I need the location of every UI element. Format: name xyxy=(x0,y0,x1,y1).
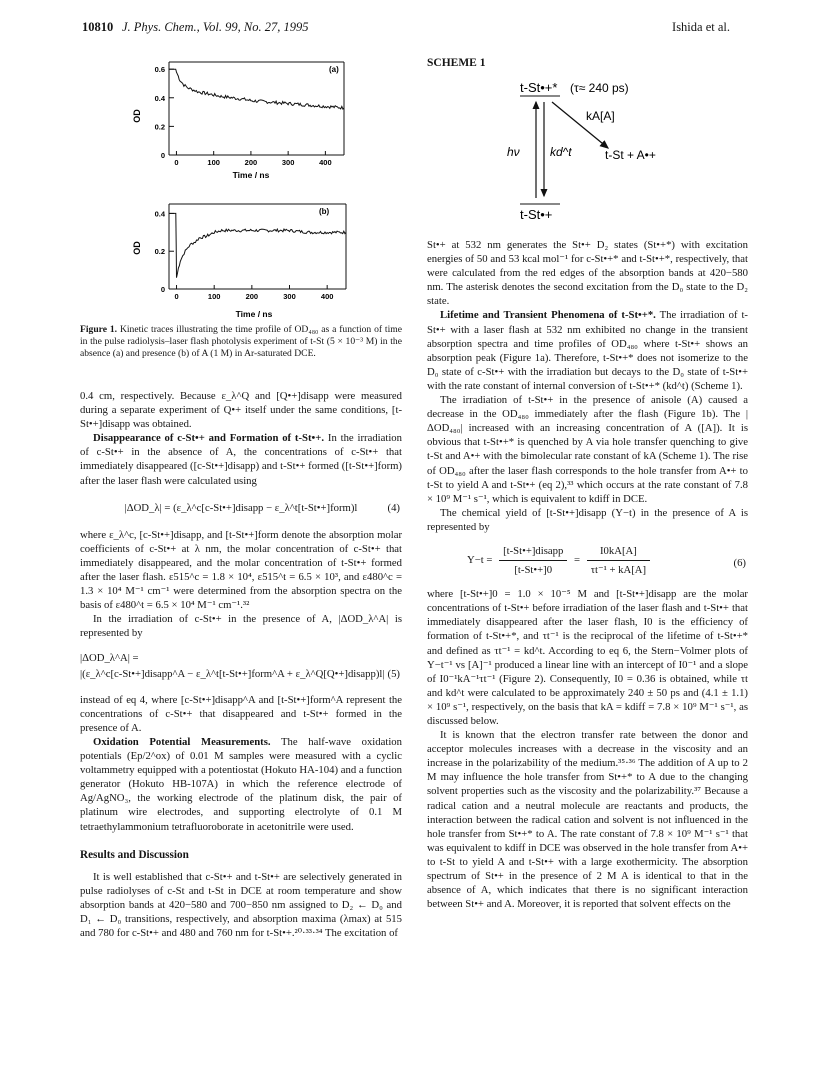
run-in-heading: Lifetime and Transient Phenomena of t-St•+*. xyxy=(440,309,656,322)
y-axis-label: OD xyxy=(132,109,142,123)
paragraph: It is known that the electron transfer rate between the donor and acceptor molecules increases with a decrease in the viscosity and an increase in the polarizability of the medium.³⁵·³⁶ The addition of A up to 2 M may influence the hole transfer from St•+* to A due to the changing solvent properties such as the viscosity and the polarizability.³⁷ Because a radical cation and a neutral molecule are reactants and products, the interaction between the radical cation and solvent is not influenced in the hole transfer from St•+* to A. The rate constant of 7.8 × 10⁹ M⁻¹ s⁻¹ that was equivalent to kdiff in DCE was observed in the hole transfer from A•+ to t-St to yield A and t-St•+ with a large exothermicity. The absorption spectrum of St•+ in the presence of 2 M A is identical to that in the absence of A, which indicates that there is no significant interaction between St•+ and A. Moreover, it is reported that solvent effects on the xyxy=(427,729,748,911)
y-tick-label: 0.4 xyxy=(154,93,165,103)
figure-caption xyxy=(80,324,402,361)
scheme-title-text: SCHEME 1 xyxy=(427,57,486,69)
paragraph-text: In the irradiation of c-St•+ in the absence of A, the concentrations of c-St•+ that immediately disappeared ([c-St•+]disapp) and t-St•+ formed ([t-St•+]form) after the laser flash were calculated using xyxy=(80,432,402,487)
axes-frame xyxy=(169,204,346,289)
y-tick-label: 0.4 xyxy=(154,209,165,219)
x-tick-label: 100 xyxy=(207,158,220,167)
running-header xyxy=(0,20,821,40)
equation-number: (4) xyxy=(387,501,400,514)
x-tick-label: 300 xyxy=(283,292,296,301)
paragraph: The chemical yield of [t-St•+]disapp (Y−t) in the presence of A is represented by xyxy=(427,506,748,533)
od480-trace xyxy=(169,69,344,109)
equation-body: |ΔOD_λ| = (ε_λ^c[c-St•+]disapp − ε_λ^t[t-St•+]form)l xyxy=(124,501,358,514)
y-tick-label: 0.6 xyxy=(154,65,165,75)
eq6-equals: = xyxy=(574,554,581,567)
products-label: t-St + A•+ xyxy=(605,148,656,162)
y-tick-label: 0 xyxy=(160,285,165,294)
equation-number: (6) xyxy=(733,556,746,569)
paragraph: It is well established that c-St•+ and t-St•+ are selectively generated in pulse radiolyses of c-St and t-St in DCE at room temperature and show absorption bands at 420−580 and 700−850 nm assigned to D₂ ← D₀ and D₁ ← D₀ transitions, respectively, and absorption maxima (λmax) at 515 and 780 for c-St•+ and 480 and 760 nm for t-St•+.²⁰·³³·³⁴ The excitation of xyxy=(80,870,402,940)
paragraph-text: The irradiation of t-St•+ with a laser flash at 532 nm exhibited no change in the transient absorption spectra and time profiles of OD₄₈₀ where t-St•+ shows an absorption peak (Figure 1a). Therefore, t-St•+* does not isomerize to the D₀ state of c-St•+ with the irradiation but decays to the D₀ state of t-St•+ with the rate constant of internal conversion of t-St•+* (kd^t) (Scheme 1). xyxy=(427,309,748,392)
x-tick-label: 200 xyxy=(244,158,258,167)
eq6-numerator-2: I0kA[A] xyxy=(587,544,650,561)
paragraph-text: The half-wave oxidation potentials (Ep/2^ox) of 0.01 M samples were measured with a cyclic voltammetry equipped with a potentiostat (Hokuto HA-104) and a function generator (Hokuto HB-107A) in which the reference electrode of Ag/AgNO₃, the working electrode of the platinum disk, the pair of platinum wire electrodes, and supporting electrolyte of 0.1 M tetraethylammonium tetrafluoroborate in acetonitrile were used. xyxy=(80,735,402,833)
run-in-heading: Oxidation Potential Measurements. xyxy=(93,735,271,748)
y-tick-label: 0.2 xyxy=(154,122,165,132)
figure-1a-chart xyxy=(98,54,358,184)
right-column xyxy=(427,238,748,911)
x-axis-label: Time / ns xyxy=(232,170,270,180)
decay-rate-label: kd^t xyxy=(550,145,572,159)
eq6-lhs: Y−t = xyxy=(467,554,493,567)
caption-text: Kinetic traces illustrating the time profile of OD₄₈₀ as a function of time in the pulse radiolysis–laser flash photolysis experiment of t-St (5 × 10⁻³ M) in the absence (a) and presence (b) of A (1 M) in Ar-saturated DCE. xyxy=(80,324,402,360)
x-tick-label: 0 xyxy=(174,292,179,301)
equation-5-line2 xyxy=(80,667,402,681)
equation-body: |(ε_λ^c[c-St•+]disapp^A − ε_λ^t[t-St•+]form^A + ε_λ^Q[Q•+]disapp)l| xyxy=(80,667,385,680)
equation-body: |ΔOD_λ^A| = xyxy=(80,651,139,664)
hv-label: hν xyxy=(507,145,520,159)
eq6-fraction-2 xyxy=(587,544,650,577)
paragraph xyxy=(80,735,402,834)
run-in-heading: Disappearance of c-St•+ and Formation of t-St•+. xyxy=(93,432,325,445)
eq6-fraction-1 xyxy=(499,544,567,577)
x-tick-label: 100 xyxy=(207,292,221,301)
eq6-numerator-1: [t-St•+]disapp xyxy=(499,544,567,561)
lifetime-label: (τ≈ 240 ps) xyxy=(570,81,629,95)
equation-number: (5) xyxy=(387,667,400,680)
running-authors: Ishida et al. xyxy=(672,20,730,34)
eq6-denominator-2: τt⁻¹ + kA[A] xyxy=(590,564,647,577)
paragraph: instead of eq 4, where [c-St•+]disapp^A and [t-St•+]form^A represent the concentrations of c-St•+ that disappeared and t-St•+ formed in the presence of A. xyxy=(80,693,402,734)
y-tick-label: 0 xyxy=(160,151,165,160)
quench-rate-label: kA[A] xyxy=(586,109,615,123)
paragraph xyxy=(80,431,402,487)
caption-label: Figure 1. xyxy=(80,324,118,335)
od480-trace xyxy=(169,213,346,277)
paragraph: where [t-St•+]0 = 1.0 × 10⁻⁵ M and [t-St•+]disapp are the molar concentrations of t-St•+ before irradiation of the laser flash and t-St•+ that immediately disappeared after the laser flash, I0 is the efficiency of formation of t-St•+*, and τt⁻¹ is the reciprocal of the lifetime of t-St•+* and defined as τt⁻¹ = kd^t. According to eq 6, the Stern−Volmer plots of Y−t⁻¹ vs [A]⁻¹ produced a linear line with an intercept of I0⁻¹ and a slope of I0⁻¹kA⁻¹τt⁻¹ (Figure 2). Consequently, I0 = 0.36 is obtained, while τt and kd^t were calculated to be approximately 240 ± 50 ps and (4.1 ± 1.1) × 10⁹ s⁻¹, respectively, on the basis that kA = kdiff = 7.8 × 10⁹ M⁻¹ s⁻¹, as discussed below. xyxy=(427,588,748,727)
excited-state-label: t-St•+* xyxy=(520,80,558,95)
x-tick-label: 200 xyxy=(245,292,259,301)
paragraph: The irradiation of t-St•+ in the presence of anisole (A) caused a decrease in the OD₄₈₀ immediately after the flash (Figure 1b). The |ΔOD₄₈₀| increased with an increasing concentration of A ([A]). It is obvious that t-St•+* is quenched by A via hole transfer quenching to give t-St and A•+ with the bimolecular rate constant of kA (Scheme 1). The rise of OD₄₈₀ after the laser flash corresponds to the hole transfer from A•+ to t-St to yield A and t-St•+ (eq 2),³³ which occurs at the rate constant of 7.8 × 10⁹ M⁻¹ s⁻¹, which is equivalent to kdiff in DCE. xyxy=(427,394,748,505)
y-axis-label: OD xyxy=(132,241,142,255)
journal-citation: J. Phys. Chem., Vol. 99, No. 27, 1995 xyxy=(122,20,309,34)
x-tick-label: 300 xyxy=(281,158,295,167)
x-tick-label: 400 xyxy=(319,158,332,167)
scheme-title xyxy=(427,56,748,70)
equation-5-line1 xyxy=(80,651,402,665)
paragraph: St•+ at 532 nm generates the St•+ D₂ states (St•+*) with excitation energies of 50 and 53 kcal mol⁻¹ for c-St•+* and t-St•+*, respectively, that were calculated from the red edges of the absorption bands at 420−580 nm. The asterisk denotes the second excitation from the D₀ state to the D₂ state. xyxy=(427,239,748,308)
page-number: 10810 xyxy=(82,20,114,34)
figure-1b-chart xyxy=(98,196,358,326)
eq6-denominator-1: [t-St•+]0 xyxy=(514,564,553,577)
ground-state-label: t-St•+ xyxy=(520,207,553,222)
scheme-1-diagram xyxy=(500,72,740,232)
x-tick-label: 0 xyxy=(174,158,179,167)
axes-frame xyxy=(169,62,344,155)
paragraph xyxy=(427,308,748,393)
equation-4 xyxy=(80,501,402,515)
paragraph: 0.4 cm, respectively. Because ε_λ^Q and [Q•+]disapp were measured during a separate experiment of Q•+ itself under the same conditions, [t-St•+]disapp was obtained. xyxy=(80,390,402,431)
equation-6 xyxy=(427,544,748,577)
section-heading: Results and Discussion xyxy=(80,848,189,861)
paragraph: where ε_λ^c, [c-St•+]disapp, and [t-St•+]form denote the absorption molar coefficients of c-St•+ at λ nm, the molar concentration of c-St•+ that immediately disappeared, and the molar concentration of t-St•+ formed after the laser flash. ε515^c = 1.8 × 10⁴, ε515^t = 6.5 × 10³, and ε480^c = 1.3 × 10⁴ M⁻¹ cm⁻¹ were determined from the absorption spectra on the basis of ε480^t = 6.5 × 10⁴ M⁻¹ cm⁻¹.³² xyxy=(80,528,402,612)
x-tick-label: 400 xyxy=(320,292,334,301)
left-column xyxy=(80,389,402,940)
panel-label: (b) xyxy=(319,207,330,216)
y-tick-label: 0.2 xyxy=(154,247,165,257)
panel-label: (a) xyxy=(329,65,339,74)
paragraph: In the irradiation of c-St•+ in the presence of A, |ΔOD_λ^A| is represented by xyxy=(80,613,402,640)
x-axis-label: Time / ns xyxy=(235,309,273,319)
